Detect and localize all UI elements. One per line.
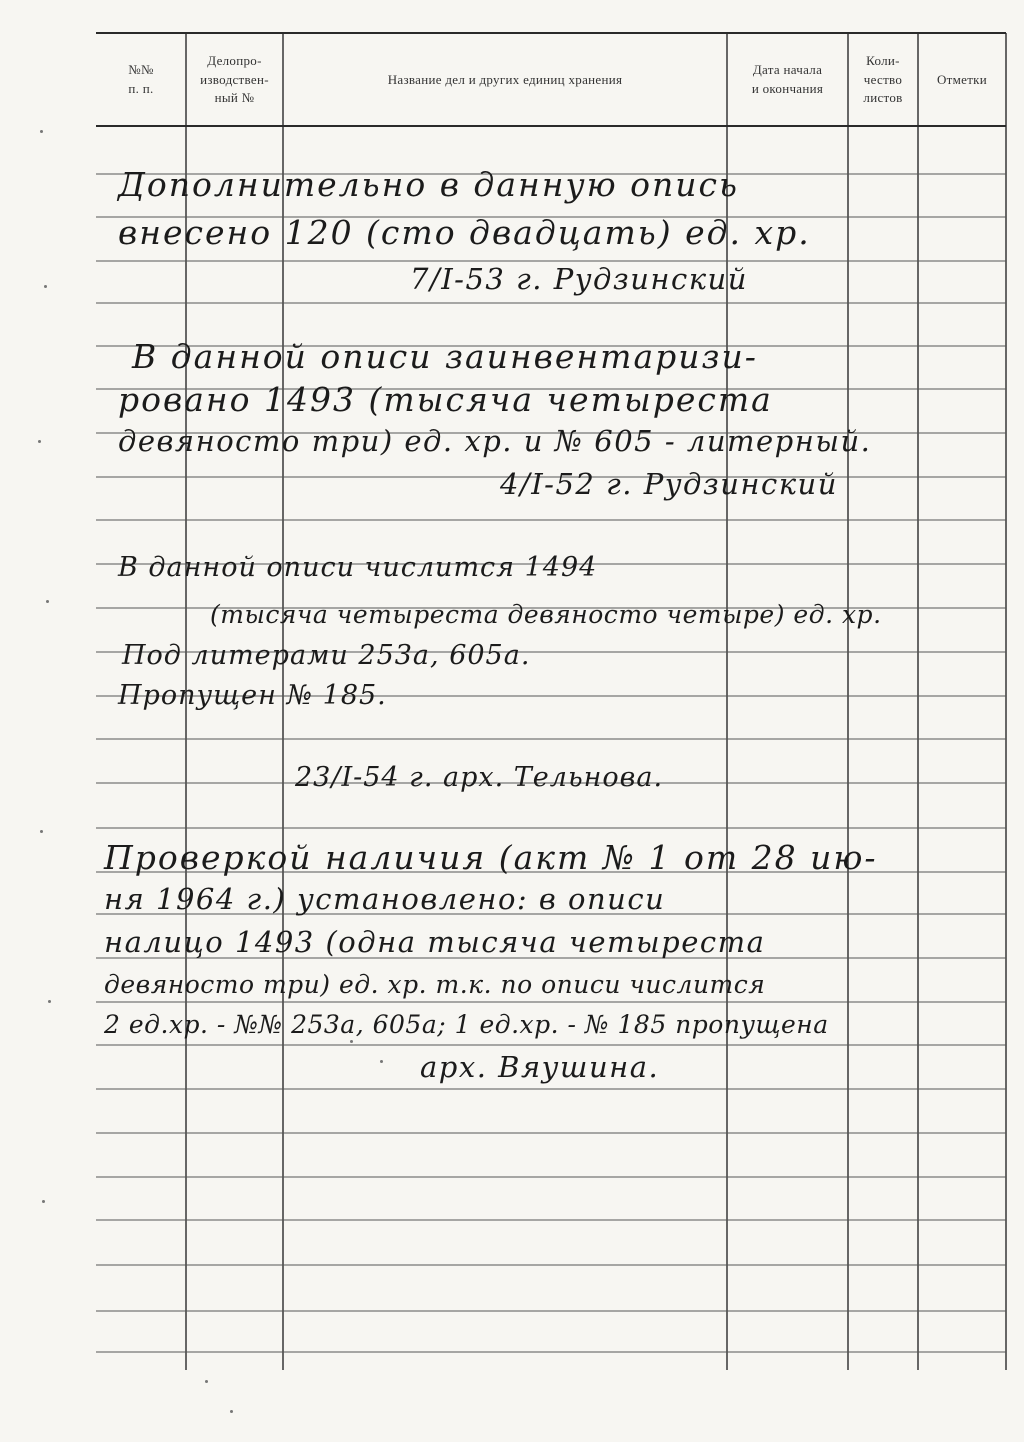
handwritten-line: Дополнительно в данную опись [118, 165, 739, 204]
handwritten-line: Пропущен № 185. [118, 680, 387, 711]
header-title: Название дел и других единиц хранения [387, 71, 623, 87]
handwritten-line: ровано 1493 (тысяча четыреста [118, 380, 773, 419]
scan-speck [350, 1040, 353, 1043]
scan-speck [44, 285, 47, 288]
handwritten-line: внесено 120 (сто двадцать) ед. хр. [118, 213, 811, 252]
header-office-number: Делопро- изводствен- ный № [200, 52, 269, 106]
scan-speck [230, 1410, 233, 1413]
scan-speck [40, 830, 43, 833]
handwritten-date-signature: 4/I-52 г. Рудзинский [500, 467, 838, 501]
handwritten-line: В данной описи числится 1494 [118, 552, 598, 583]
header-notes: Отметки [936, 71, 988, 87]
handwritten-line: (тысяча четыреста девяносто четыре) ед. хр. [210, 600, 882, 629]
handwritten-signature: арх. Вяушина. [420, 1050, 660, 1084]
handwritten-date-signature: 7/I-53 г. Рудзинский [410, 262, 748, 296]
handwritten-line: Проверкой наличия (акт № 1 от 28 ию- [104, 838, 878, 877]
scan-speck [38, 440, 41, 443]
scan-speck [42, 1200, 45, 1203]
header-number: №№ п. п. [128, 62, 154, 96]
scan-speck [40, 130, 43, 133]
header-dates: Дата начала и окончания [751, 62, 824, 96]
handwritten-line: девяносто три) ед. хр. т.к. по описи числится [104, 970, 766, 999]
handwritten-line: 2 ед.хр. - №№ 253а, 605а; 1 ед.хр. - № 185 пропущена [104, 1010, 829, 1039]
handwritten-line: В данной описи заинвентаризи- [132, 337, 758, 376]
handwritten-date-signature: 23/I-54 г. арх. Тельнова. [295, 762, 664, 793]
handwritten-line: ня 1964 г.) установлено: в описи [104, 882, 666, 916]
scan-speck [48, 1000, 51, 1003]
handwritten-line: налицо 1493 (одна тысяча четыреста [104, 925, 766, 959]
scan-speck [46, 600, 49, 603]
handwritten-line: девяносто три) ед. хр. и № 605 - литерный. [118, 424, 872, 458]
scan-speck [380, 1060, 383, 1063]
handwritten-line: Под литерами 253а, 605а. [122, 640, 531, 671]
scan-speck [205, 1380, 208, 1383]
header-sheet-count: Коли- чество листов [863, 52, 903, 106]
